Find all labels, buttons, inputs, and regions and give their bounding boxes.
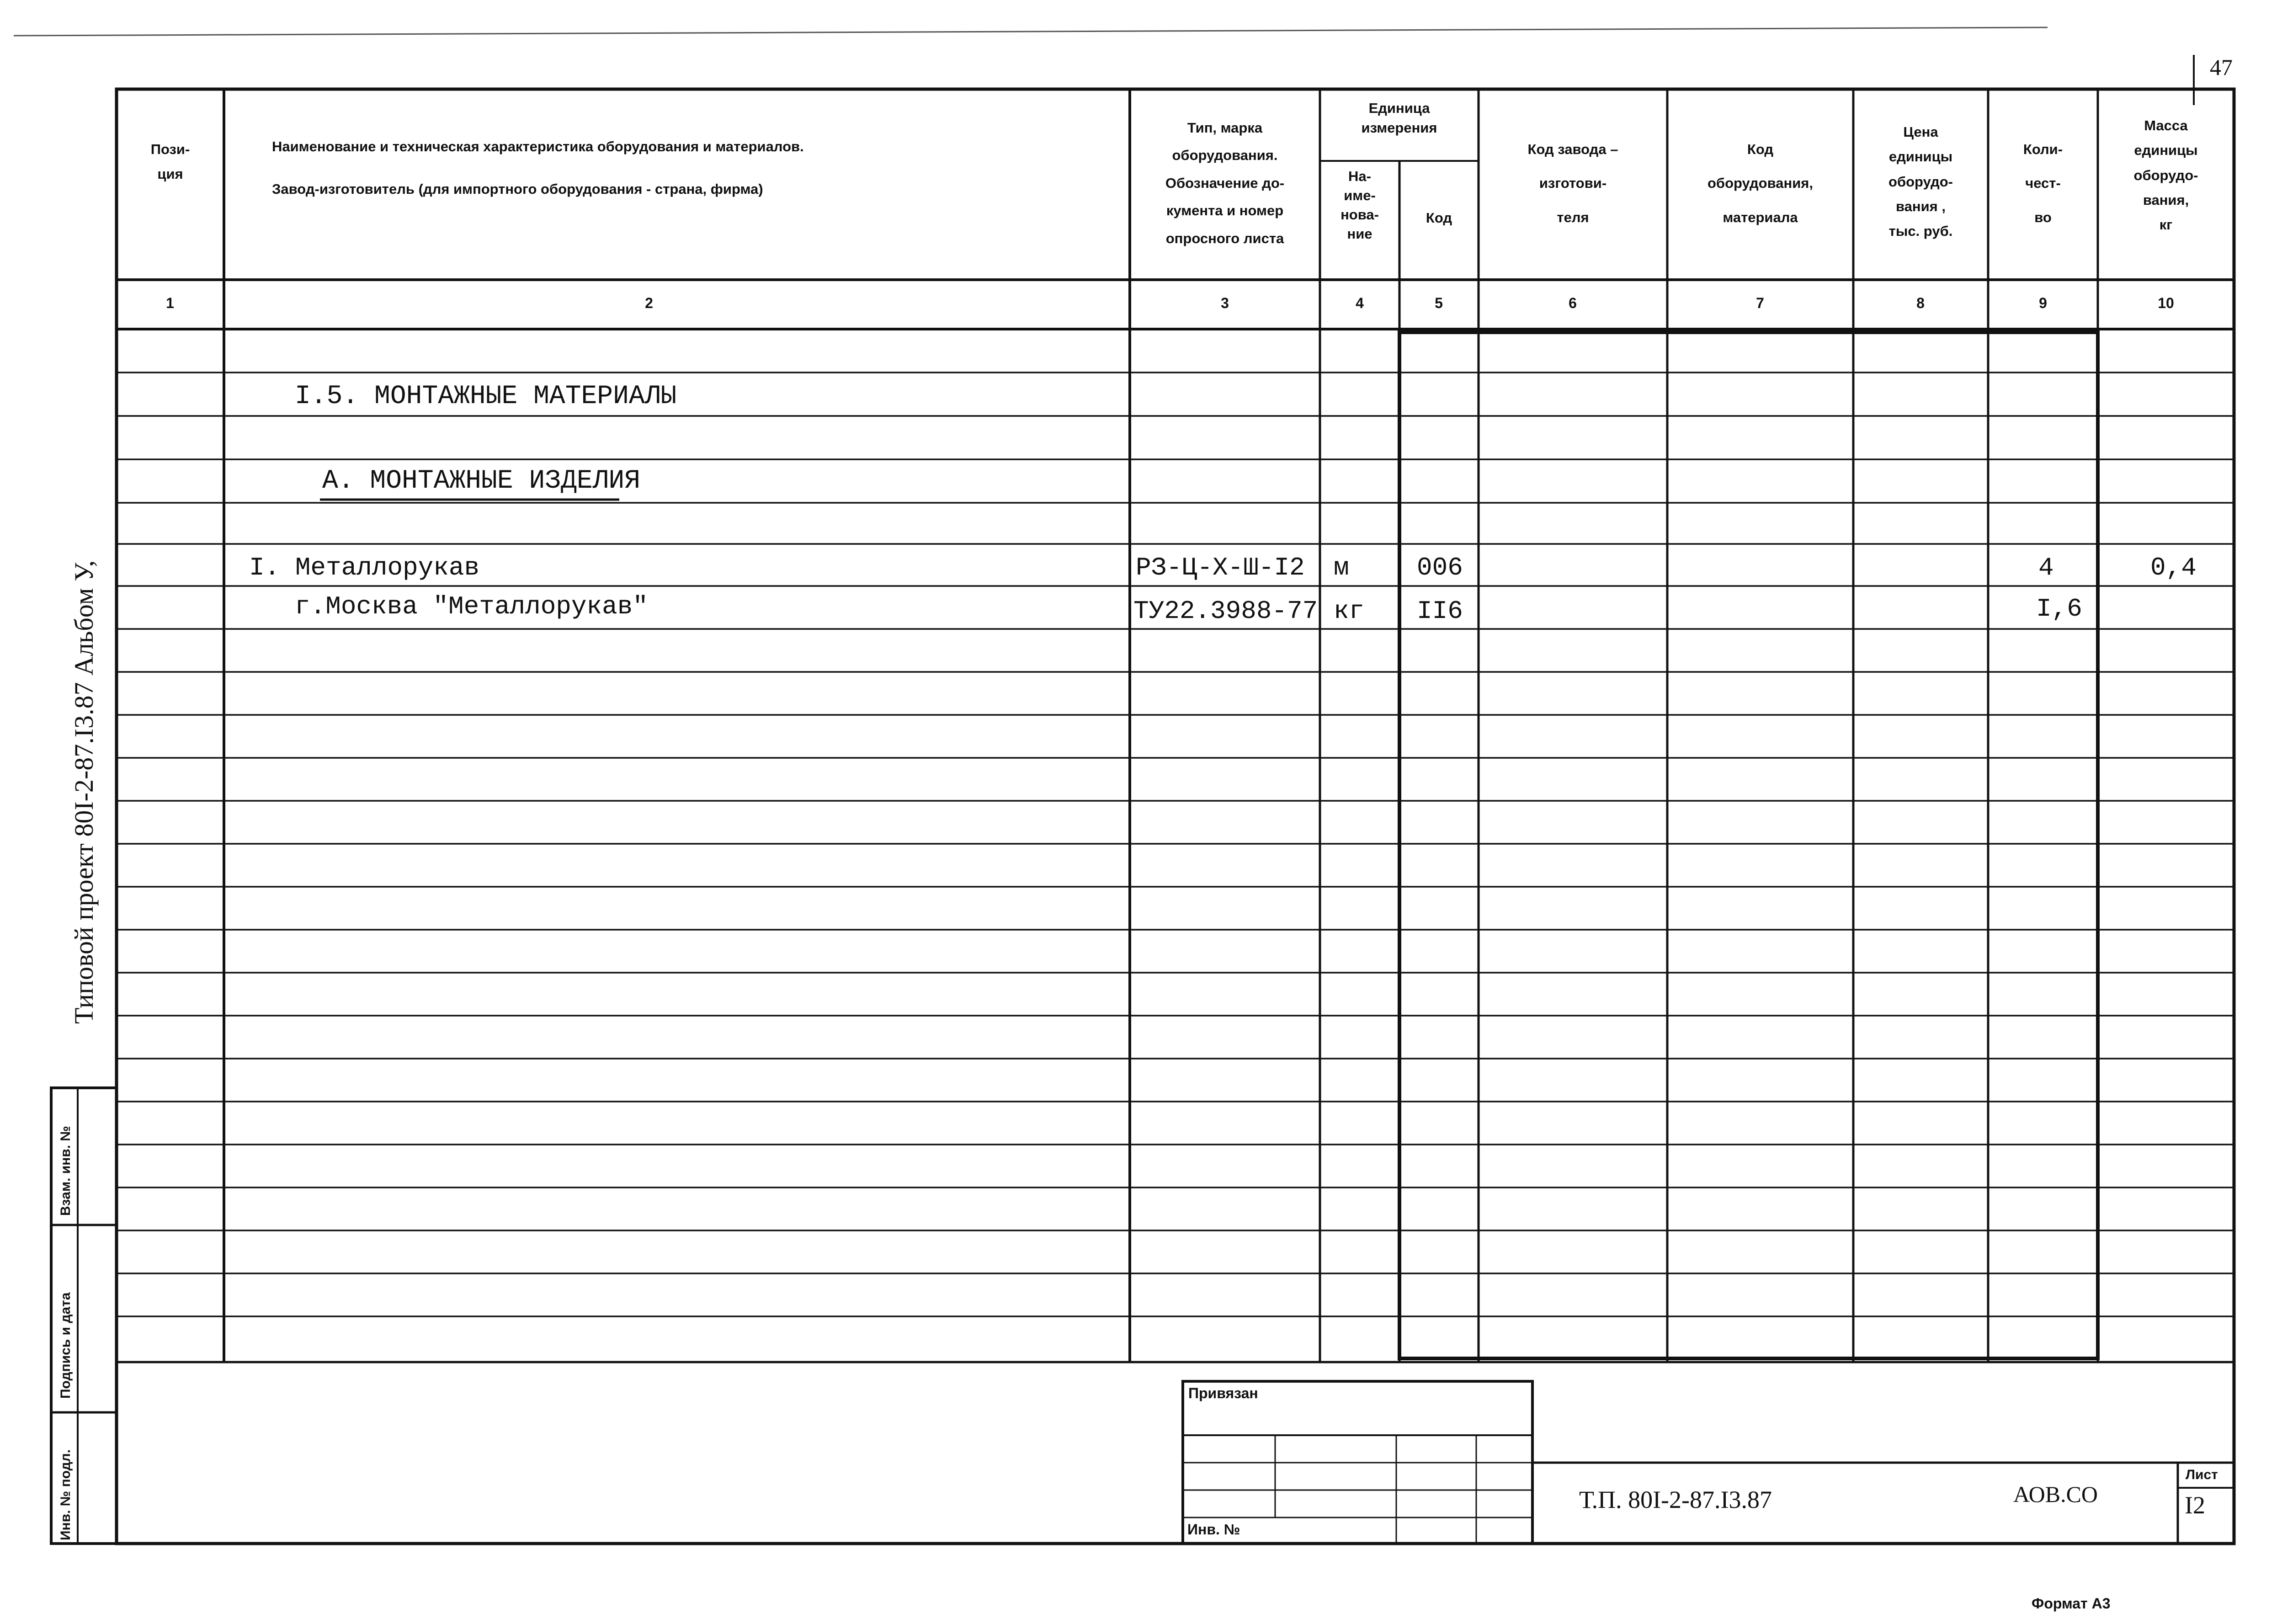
header-col3: Тип, марка оборудования. Обозначение до- кумента и номер опросного листа bbox=[1165, 120, 1285, 246]
page-number: 47 bbox=[2210, 54, 2233, 80]
item-type: РЗ-Ц-Х-Ш-I2 bbox=[1136, 553, 1305, 582]
col-number-4: 4 bbox=[1356, 295, 1364, 311]
footer-privyazan: Привязан bbox=[1188, 1385, 1258, 1401]
footer-doc-code: Т.П. 80I-2-87.I3.87 bbox=[1579, 1486, 1772, 1513]
col-number-3: 3 bbox=[1221, 295, 1229, 311]
item-quantity: 4 bbox=[2038, 553, 2054, 582]
footer-sheet-number: I2 bbox=[2185, 1491, 2205, 1519]
col-number-6: 6 bbox=[1569, 295, 1577, 311]
footer-inv-no: Инв. № bbox=[1187, 1521, 1240, 1538]
col-number-9: 9 bbox=[2039, 295, 2047, 311]
item-name: I. Металлорукав bbox=[249, 553, 480, 582]
header-col9: Коли- чест- во bbox=[2023, 141, 2063, 225]
stamp-podpis-data: Подпись и дата bbox=[58, 1292, 73, 1399]
header-col8: Цена единицы оборудо- вания , тыс. руб. bbox=[1888, 124, 1953, 239]
col-number-2: 2 bbox=[645, 295, 653, 311]
sidebar-title: Типовой проект 80I-2-87.I3.87 Альбом У, bbox=[69, 560, 99, 1024]
col-number-1: 1 bbox=[166, 295, 174, 311]
item-mass: 0,4 bbox=[2150, 553, 2197, 582]
header-col5: Код bbox=[1426, 210, 1452, 226]
page-format: Формат А3 bbox=[2032, 1595, 2111, 1612]
header-col2: Наименование и техническая характеристика оборудования и материалов. Завод-изготовитель (для импортного оборудования - страна, фирма) bbox=[272, 138, 804, 197]
footer-sheet-label: Лист bbox=[2186, 1467, 2218, 1482]
item-doc: ТУ22.3988-77 bbox=[1133, 596, 1318, 626]
stamp-inv-podl: Инв. № подл. bbox=[58, 1449, 73, 1540]
item-unit-code: 006 bbox=[1417, 553, 1463, 582]
header-col1: Пози- ция bbox=[150, 141, 190, 182]
col-number-10: 10 bbox=[2158, 295, 2174, 311]
header-col10: Масса единицы оборудо- вания, кг bbox=[2133, 117, 2198, 233]
header-col6: Код завода – изготови- теля bbox=[1527, 141, 1618, 225]
header-col7: Код оборудования, материала bbox=[1707, 141, 1813, 225]
item-quantity2: I,6 bbox=[2036, 594, 2082, 623]
subsection-title: А. МОНТАЖНЫЕ ИЗДЕЛИЯ bbox=[322, 466, 641, 496]
col-number-8: 8 bbox=[1916, 295, 1925, 311]
footer-sheet-code: АОВ.СО bbox=[2013, 1481, 2098, 1507]
item-unit2-name: кг bbox=[1334, 596, 1365, 626]
col-number-7: 7 bbox=[1756, 295, 1764, 311]
stamp-vzam-inv: Взам. инв. № bbox=[58, 1126, 73, 1216]
item-unit-name: м bbox=[1334, 553, 1349, 582]
header-col4: На- име- нова- ние bbox=[1340, 168, 1379, 242]
item-unit2-code: II6 bbox=[1417, 596, 1463, 626]
section-title: I.5. МОНТАЖНЫЕ МАТЕРИАЛЫ bbox=[295, 382, 677, 411]
item-manufacturer: г.Москва "Металлорукав" bbox=[295, 592, 648, 621]
col-number-5: 5 bbox=[1435, 295, 1443, 311]
header-unit-group: Единица измерения bbox=[1361, 100, 1437, 136]
